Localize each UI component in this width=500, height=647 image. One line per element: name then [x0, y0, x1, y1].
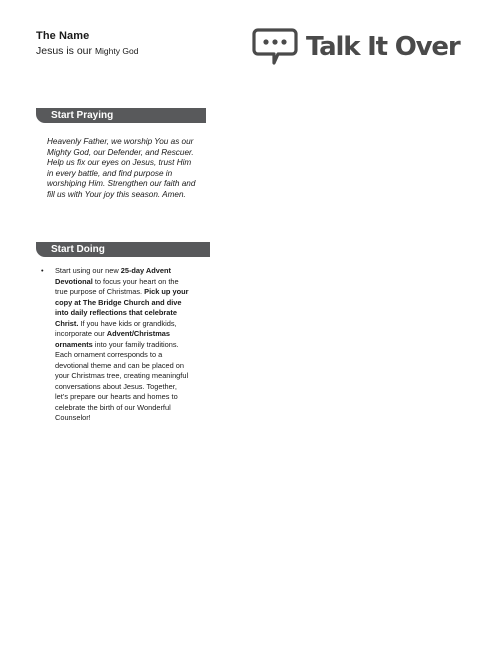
doing-text-3: If you have kids or grandkids, incorporate our: [55, 318, 177, 338]
start-doing-heading: Start Doing: [36, 242, 210, 257]
doing-text-4: into your family traditions. Each ornament corresponds to a devotional theme and can be placed on your Christmas tree, creating meaningful conversations about Jesus. Together, let’s prepare our hearts and homes to celebrate the birth of our Wonderful Counselor!: [55, 339, 189, 422]
doing-bold-ornaments: Advent/Christmas ornaments: [55, 329, 171, 349]
subtitle-small: Mighty God: [94, 46, 139, 56]
series-title: The Name: [36, 30, 90, 42]
start-doing-list: [40, 266, 190, 424]
prayer-text: Heavenly Father, we worship You as our Mighty God, our Defender, and Rescuer. Help us fix our eyes on Jesus, trust Him in every battle, and find purpose in worshiping Him. Strengthen our faith and fill us with Your joy this season. Amen.: [47, 137, 196, 199]
list-item: [40, 266, 190, 424]
brand-title: Talk It Over: [306, 32, 460, 62]
start-praying-heading: Start Praying: [36, 108, 206, 123]
subtitle-main: Jesus is our: [36, 45, 95, 57]
speech-bubble-icon: [252, 28, 298, 66]
doing-bold-devotional: 25-day Advent Devotional: [55, 266, 171, 286]
doing-bold-pickup: Pick up your copy at The Bridge Church and dive into daily reflections that celebrate Christ.: [55, 287, 189, 328]
series-subtitle: [36, 45, 138, 57]
doing-text-2: to focus your heart on the true purpose of Christmas.: [55, 276, 179, 296]
talk-it-over-logo: [252, 28, 459, 66]
bullet: •: [41, 266, 44, 275]
doing-text-1: Start using our new: [55, 266, 121, 275]
